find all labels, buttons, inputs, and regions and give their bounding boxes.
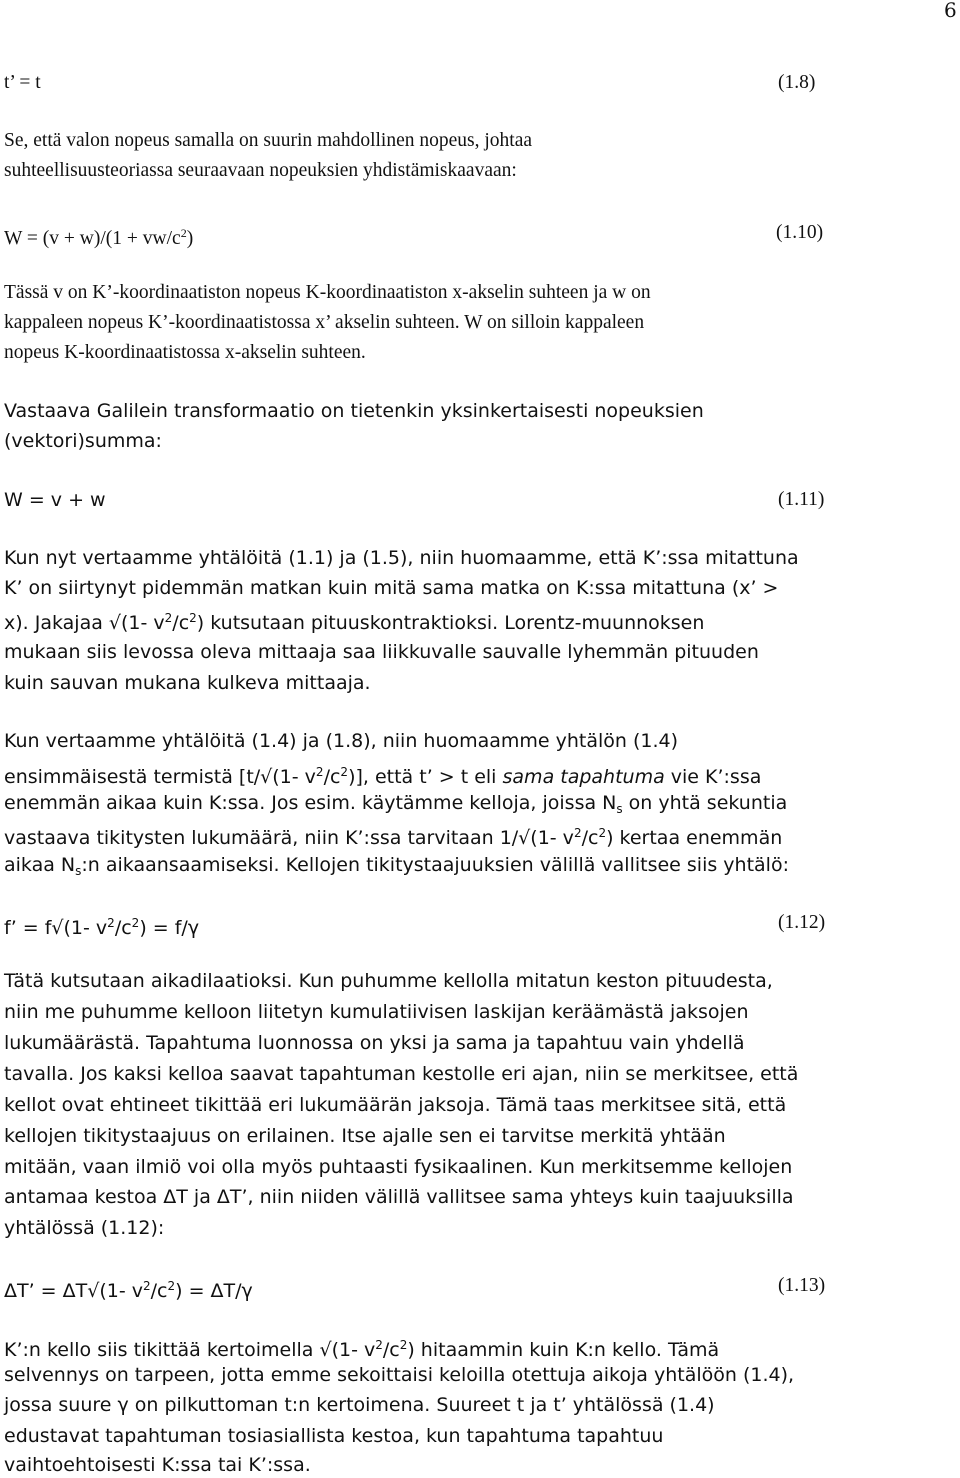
paragraph-line: aikaa $N_s:n$ aikaansaamiseksi. Kellojen tikitystaajuuksien välillä vallitsee siis yhtälö:: [4, 854, 789, 878]
emphasis-text: sama tapahtuma: [502, 766, 665, 788]
paragraph-line: K’ on siirtynyt pidemmän matkan kuin mitä sama matka on K:ssa mitattuna (x’ >: [4, 577, 779, 599]
paragraph-line: (vektori)summa:: [4, 430, 162, 452]
paragraph-line: Vastaava Galilein transformaatio on tietenkin yksinkertaisesti nopeuksien: [4, 400, 704, 422]
paragraph-line: kellojen tikitystaajuus on erilainen. Itse ajalle sen ei tarvitse merkitä yhtään: [4, 1125, 726, 1147]
paragraph-line: kellot ovat ehtineet tikittää eri lukumäärän jaksoja. Tämä taas merkitsee sitä, että: [4, 1094, 787, 1116]
paragraph-line: lukumäärästä. Tapahtuma luonnossa on yksi ja sama ja tapahtuu vain yhdellä: [4, 1032, 745, 1054]
paragraph-line: vastaava tikitysten lukumäärä, niin K’:ssa tarvitaan 1/√(1- $v^2/c^2$) kertaa enemmän: [4, 826, 783, 849]
paragraph-line: K’:n kello siis tikittää kertoimella √(1- $v^2/c^2$) hitaammin kuin K:n kello. Tämä: [4, 1338, 720, 1361]
paragraph-line: yhtälössä (1.12):: [4, 1217, 165, 1239]
paragraph-line: Kun nyt vertaamme yhtälöitä (1.1) ja (1.5), niin huomaamme, että K’:ssa mitattuna: [4, 547, 799, 569]
paragraph-line: niin me puhumme kelloon liitetyn kumulatiivisen laskijan keräämästä jaksojen: [4, 1001, 749, 1023]
equation-number-1-10: (1.10): [776, 222, 824, 243]
page-number: 6: [944, 0, 957, 22]
paragraph-line: mukaan siis levossa oleva mittaaja saa liikkuvalle sauvalle lyhemmän pituuden: [4, 641, 759, 663]
paragraph-line: nopeus K-koordinaatistossa x-akselin suhteen.: [4, 342, 366, 363]
equation-1-10: $W = (v + w)/(1 + vw/c^2)$: [4, 226, 194, 249]
paragraph-line: ensimmäisestä termistä [t/√(1- $v^2/c^2$)], että t’ > t eli sama tapahtuma vie K’:ssa: [4, 765, 762, 788]
equation-1-12: f’ = f√(1- $v^2/c^2) = f/\gamma$: [4, 916, 200, 939]
equation-1-13: ΔT’ = ΔT√(1- $v^2/c^2) = \Delta T/\gamma$: [4, 1279, 253, 1302]
paragraph-line: Tässä v on K’-koordinaatiston nopeus K-koordinaatiston x-akselin suhteen ja w on: [4, 282, 651, 303]
paragraph-line: Se, että valon nopeus samalla on suurin mahdollinen nopeus, johtaa: [4, 130, 533, 151]
paragraph-line: Kun vertaamme yhtälöitä (1.4) ja (1.8), niin huomaamme yhtälön (1.4): [4, 730, 679, 752]
paragraph-line: suhteellisuusteoriassa seuraavaan nopeuksien yhdistämiskaavaan:: [4, 160, 517, 181]
paragraph-line: jossa suure γ on pilkuttoman t:n kertoimena. Suureet t ja t’ yhtälössä (1.4): [4, 1394, 715, 1416]
equation-1-11: W = v + w: [4, 489, 106, 511]
equation-number-1-13: (1.13): [778, 1275, 826, 1296]
equation-number-1-8: (1.8): [778, 72, 816, 93]
paragraph-line: kuin sauvan mukana kulkeva mittaaja.: [4, 672, 371, 694]
equation-number-1-12: (1.12): [778, 912, 826, 933]
paragraph-line: selvennys on tarpeen, jotta emme sekoittaisi keloilla otettuja aikoja yhtälöön (1.4),: [4, 1364, 795, 1386]
paragraph-line: kappaleen nopeus K’-koordinaatistossa x’ akselin suhteen. W on silloin kappaleen: [4, 312, 645, 333]
paragraph-line: tavalla. Jos kaksi kelloa saavat tapahtuman kestolle eri ajan, niin se merkitsee, että: [4, 1063, 799, 1085]
paragraph-line: vaihtoehtoisesti K:ssa tai K’:ssa.: [4, 1454, 311, 1476]
paragraph-line: Tätä kutsutaan aikadilaatioksi. Kun puhumme kellolla mitatun keston pituudesta,: [4, 970, 773, 992]
equation-1-8: t’ = t: [4, 72, 41, 93]
paragraph-line: enemmän aikaa kuin K:ssa. Jos esim. käytämme kelloja, joissa $N_s$ on yhtä sekuntia: [4, 792, 788, 816]
paragraph-line: edustavat tapahtuman tosiasiallista kestoa, kun tapahtuma tapahtuu: [4, 1425, 664, 1447]
paragraph-line: x). Jakajaa √(1- $v^2/c^2$) kutsutaan pituuskontraktioksi. Lorentz-muunnoksen: [4, 611, 705, 634]
paragraph-line: mitään, vaan ilmiö voi olla myös puhtaasti fysikaalinen. Kun merkitsemme kellojen: [4, 1156, 793, 1178]
equation-number-1-11: (1.11): [778, 489, 825, 510]
paragraph-line: antamaa kestoa ΔT ja ΔT’, niin niiden välillä vallitsee sama yhteys kuin taajuuksilla: [4, 1186, 794, 1208]
